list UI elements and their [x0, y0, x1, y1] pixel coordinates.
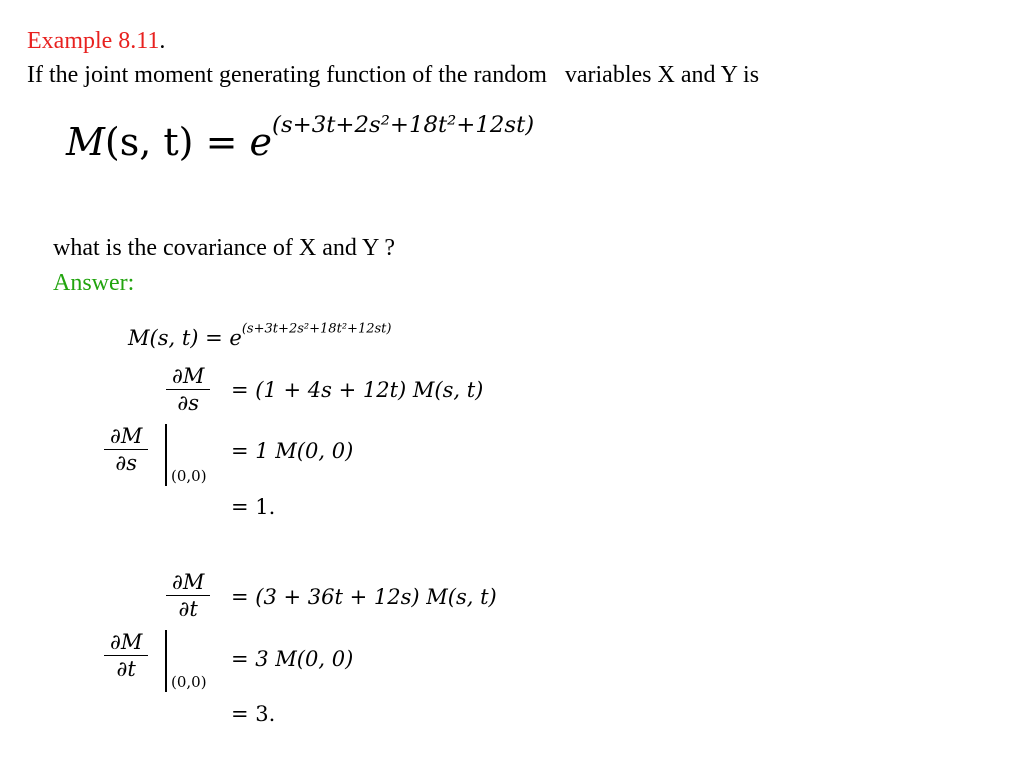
intro-part-1: If the joint moment generating function of the random: [27, 62, 547, 88]
intro-part-2: variables X and Y is: [564, 62, 760, 88]
dm-dt-eval-den: ∂t: [116, 657, 136, 681]
eval-point: (0,0): [171, 673, 207, 691]
exp-exponent: (s+3t+2s²+18t²+12st): [272, 112, 535, 139]
example-period: .: [159, 28, 166, 54]
deriv-line-1-rhs: = e: [205, 326, 242, 350]
dm-ds-eval-den: ∂s: [115, 451, 137, 475]
example-label: Example 8.11: [27, 28, 160, 54]
dm-dt-num: ∂M: [166, 570, 210, 596]
dm-ds-eval-fraction: [104, 424, 148, 475]
exp-base: e: [249, 120, 273, 164]
dm-dt-den: ∂t: [178, 597, 198, 621]
equals-sign: =: [205, 120, 238, 164]
dm-ds-num: ∂M: [166, 364, 210, 390]
deriv-line-1: [128, 321, 392, 350]
dt-result: = 3.: [231, 702, 276, 726]
question-text: what is the covariance of X and Y ?: [53, 235, 396, 261]
eval-point: (0,0): [171, 467, 207, 485]
dm-dt-eval-rhs: = 3 M(0, 0): [231, 647, 354, 671]
dm-ds-fraction: [166, 364, 210, 415]
deriv-line-1-exp: (s+3t+2s²+18t²+12st): [241, 321, 392, 337]
evaluation-bar: [165, 630, 167, 692]
dm-ds-eval-num: ∂M: [104, 424, 148, 450]
deriv-line-1-lhs: M(s, t): [128, 326, 199, 350]
dm-dt-eval-num: ∂M: [104, 630, 148, 656]
mgf-args: (s, t): [104, 120, 194, 164]
main-equation: [66, 112, 535, 164]
ds-result: = 1.: [231, 495, 276, 519]
dm-dt-eval-fraction: [104, 630, 148, 681]
dm-dt-fraction: [166, 570, 210, 621]
dm-ds-rhs: = (1 + 4s + 12t) M(s, t): [231, 378, 484, 402]
example-heading: [27, 28, 165, 55]
intro-text: [27, 62, 759, 89]
dm-dt-rhs: = (3 + 36t + 12s) M(s, t): [231, 585, 497, 609]
answer-label: Answer:: [53, 270, 135, 296]
evaluation-bar: [165, 424, 167, 486]
mgf-symbol: M: [66, 120, 105, 164]
dm-ds-eval-rhs: = 1 M(0, 0): [231, 439, 354, 463]
dm-ds-den: ∂s: [177, 391, 199, 415]
